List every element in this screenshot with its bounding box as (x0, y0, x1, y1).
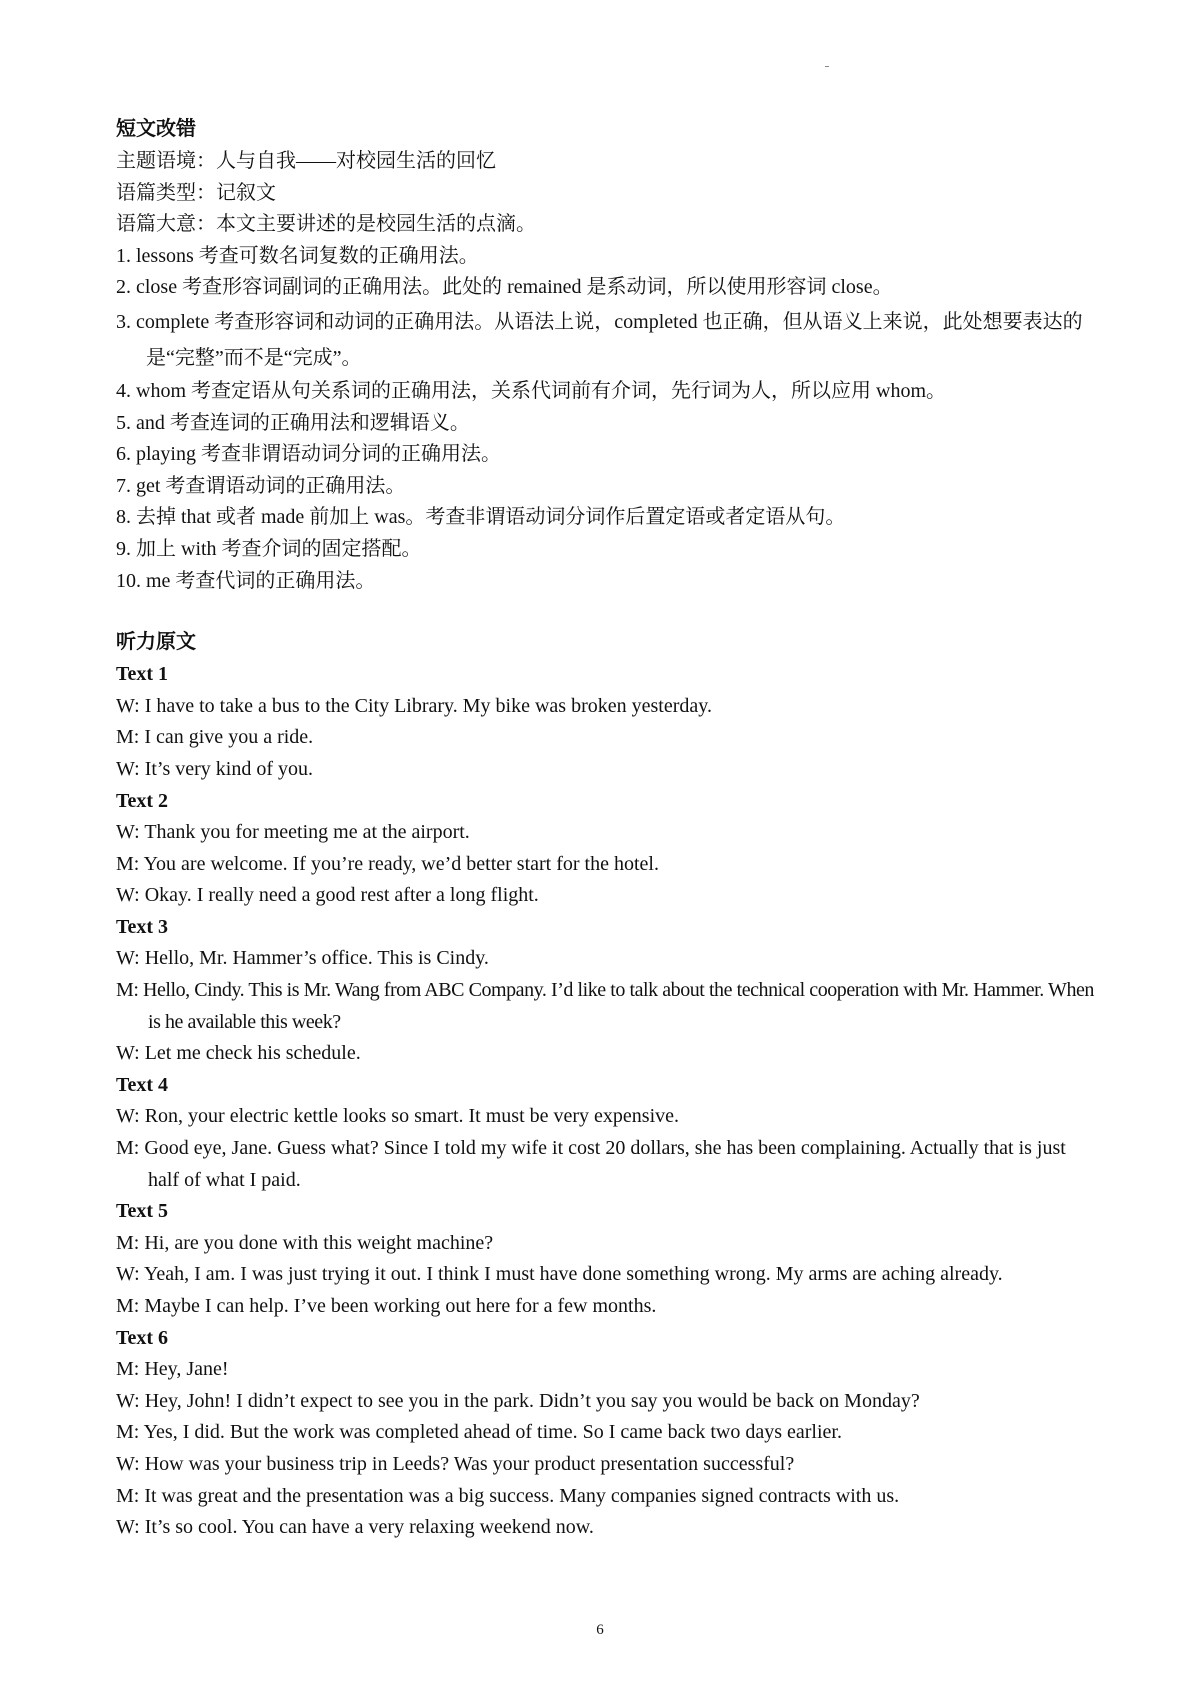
answer-item: 2. close 考查形容词副词的正确用法。此处的 remained 是系动词，所以使用形容词 close。 (116, 276, 893, 299)
section-title-listening: 听力原文 (116, 631, 196, 654)
dialogue-line: W: Let me check his schedule. (116, 1042, 361, 1065)
page-number: 6 (596, 1622, 604, 1638)
dialogue-line: W: Hey, John! I didn’t expect to see you in the park. Didn’t you say you would be back on Monday? (116, 1389, 920, 1412)
answer-item: 3. complete 考查形容词和动词的正确用法。从语法上说，completed 也正确，但从语义上来说，此处想要表达的是“完整”而不是“完成”。 (116, 310, 1083, 369)
text-block (116, 912, 1096, 1070)
answer-item: 6. playing 考查非谓语动词分词的正确用法。 (116, 443, 501, 466)
text-block (116, 1070, 1096, 1196)
scan-mark (825, 66, 829, 67)
text-block (116, 786, 1096, 912)
dialogue-line: W: It’s very kind of you. (116, 757, 314, 780)
text-block (116, 1323, 1096, 1544)
text-label: Text 1 (116, 663, 169, 686)
answer-item: 8. 去掉 that 或者 made 前加上 was。考查非谓语动词分词作后置定语或者定语从句。 (116, 506, 846, 529)
answer-item: 5. and 考查连词的正确用法和逻辑语义。 (116, 411, 470, 434)
dialogue-line: W: Thank you for meeting me at the airport. (116, 821, 470, 844)
text-label: Text 4 (116, 1073, 169, 1096)
meta-line: 语篇大意：本文主要讲述的是校园生活的点滴。 (116, 213, 536, 236)
text-label: Text 2 (116, 789, 169, 812)
answer-item: 10. me 考查代词的正确用法。 (116, 569, 376, 592)
dialogue-line: W: I have to take a bus to the City Library. My bike was broken yesterday. (116, 694, 712, 717)
text-block (116, 659, 1096, 785)
meta-line: 主题语境：人与自我——对校园生活的回忆 (116, 150, 496, 172)
dialogue-line: W: Yeah, I am. I was just trying it out. I think I must have done something wrong. My arms are aching already. (116, 1263, 1003, 1286)
dialogue-line: M: You are welcome. If you’re ready, we’d better start for the hotel. (116, 852, 659, 875)
dialogue-line: W: Okay. I really need a good rest after a long flight. (116, 884, 539, 907)
dialogue-line: M: Hi, are you done with this weight machine? (116, 1231, 494, 1254)
text-label: Text 6 (116, 1326, 169, 1349)
answer-item: 9. 加上 with 考查介词的固定搭配。 (116, 537, 422, 560)
text-label: Text 3 (116, 915, 169, 938)
dialogue-line: M: Maybe I can help. I’ve been working out here for a few months. (116, 1295, 657, 1317)
dialogue-line: M: Hey, Jane! (116, 1358, 229, 1381)
dialogue-line: M: Good eye, Jane. Guess what? Since I told my wife it cost 20 dollars, she has been complaining. Actually that is just half of what I paid. (116, 1137, 1066, 1191)
dialogue-line: W: It’s so cool. You can have a very relaxing weekend now. (116, 1516, 594, 1539)
dialogue-line: M: Hello, Cindy. This is Mr. Wang from ABC Company. I’d like to talk about the technical cooperation with Mr. Hammer. When is he available this week? (116, 979, 1094, 1033)
dialogue-line: W: How was your business trip in Leeds? Was your product presentation successful? (116, 1452, 795, 1475)
answer-item: 1. lessons 考查可数名词复数的正确用法。 (116, 244, 479, 267)
text-label: Text 5 (116, 1200, 169, 1223)
section-title-correction: 短文改错 (116, 118, 196, 140)
page-content (116, 112, 1096, 1544)
dialogue-line: W: Hello, Mr. Hammer’s office. This is Cindy. (116, 947, 489, 970)
answer-item: 4. whom 考查定语从句关系词的正确用法，关系代词前有介词，先行词为人，所以应用 whom。 (116, 379, 946, 402)
dialogue-line: M: Yes, I did. But the work was completed ahead of time. So I came back two days earlier. (116, 1421, 842, 1444)
dialogue-line: M: I can give you a ride. (116, 726, 314, 749)
dialogue-line: M: It was great and the presentation was a big success. Many companies signed contracts with us. (116, 1484, 900, 1507)
answer-item: 7. get 考查谓语动词的正确用法。 (116, 474, 406, 497)
dialogue-line: W: Ron, your electric kettle looks so smart. It must be very expensive. (116, 1105, 680, 1128)
meta-line: 语篇类型：记叙文 (116, 181, 276, 204)
text-block (116, 1196, 1096, 1322)
